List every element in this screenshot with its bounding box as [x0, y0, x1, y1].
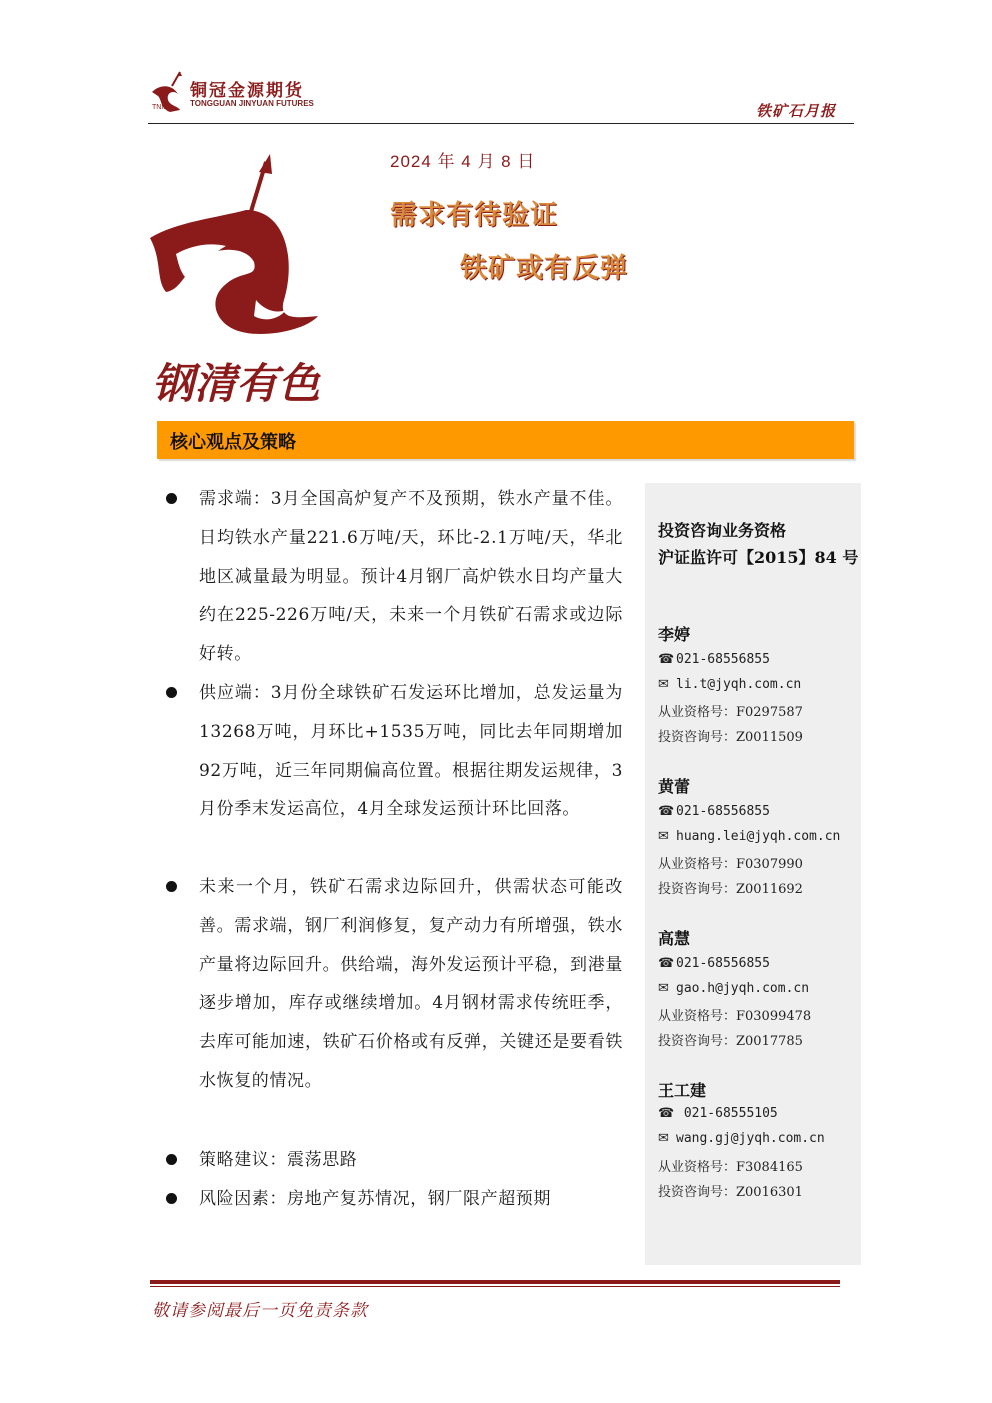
bullet-dot — [166, 1154, 177, 1165]
analyst-email[interactable]: ✉ wang.gj@jyqh.com.cn — [658, 1131, 825, 1146]
cover-logo-text: 钢清有色 — [152, 359, 321, 408]
analyst-license: 从业资格号：F3084165 — [658, 1160, 803, 1175]
header-divider — [148, 123, 854, 124]
phone-icon: ☎ — [658, 956, 675, 971]
headline-secondary: 铁矿或有反弹 — [460, 253, 628, 284]
analyst-consult-id: 投资咨询号：Z0011692 — [658, 882, 803, 897]
analyst-phone: ☎ 021-68555105 — [658, 1106, 778, 1121]
disclaimer-note: 敬请参阅最后一页免责条款 — [152, 1301, 368, 1321]
report-date: 2024 年 4 月 8 日 — [390, 152, 536, 171]
mail-icon: ✉ — [658, 829, 669, 844]
analyst-phone: ☎ 021-68556855 — [658, 956, 770, 971]
analyst-license: 从业资格号：F0297587 — [658, 705, 803, 720]
bullet-strategy: 策略建议：震荡思路 — [199, 1150, 358, 1170]
mail-icon: ✉ — [658, 981, 669, 996]
brand-name-en: TONGGUAN JINYUAN FUTURES — [190, 99, 314, 108]
mail-icon: ✉ — [658, 1131, 669, 1146]
qualification-title: 投资咨询业务资格 — [658, 521, 787, 540]
bullet-risk: 风险因素：房地产复苏情况，钢厂限产超预期 — [199, 1189, 551, 1209]
bullet-dot — [166, 881, 177, 892]
analyst-email[interactable]: ✉ gao.h@jyqh.com.cn — [658, 981, 810, 996]
brand-abbr: TNMC — [152, 104, 173, 111]
analyst-name: 黄蕾 — [658, 777, 691, 796]
qualification-license: 沪证监许可【2015】84 号 — [658, 548, 859, 567]
footer-divider-thin — [150, 1286, 840, 1287]
analyst-phone: ☎ 021-68556855 — [658, 652, 770, 667]
headline-primary: 需求有待验证 — [390, 200, 558, 231]
report-type: 铁矿石月报 — [755, 102, 836, 120]
cover-logo-icon — [146, 150, 326, 410]
bullet-supply: 供应端：3月份全球铁矿石发运环比增加，总发运量为13268万吨，月环比+1535万吨，同比去年同期增加92万吨，近三年同期偏高位置。根据往期发运规律，3月份季末发运高位，4月全球发运预计环比回落。 — [199, 683, 623, 820]
bullet-outlook: 未来一个月，铁矿石需求边际回升，供需状态可能改善。需求端，钢厂利润修复，复产动力有所增强，铁水产量将边际回升。供给端，海外发运预计平稳，到港量逐步增加，库存或继续增加。4月钢材需求传统旺季，去库可能加速，铁矿石价格或有反弹，关键还是要看铁水恢复的情况。 — [199, 877, 623, 1091]
bullet-dot — [166, 493, 177, 504]
analyst-sidebar — [645, 483, 861, 1265]
bullet-dot — [166, 1193, 177, 1204]
mail-icon: ✉ — [658, 677, 669, 692]
phone-icon: ☎ — [658, 652, 675, 667]
bullet-demand: 需求端：3月全国高炉复产不及预期，铁水产量不佳。日均铁水产量221.6万吨/天，环比-2.1万吨/天，华北地区减量最为明显。预计4月钢厂高炉铁水日均产量大约在225-226万吨/天，未来一个月铁矿石需求或边际好转。 — [199, 489, 623, 665]
analyst-license: 从业资格号：F03099478 — [658, 1009, 812, 1024]
analyst-license: 从业资格号：F0307990 — [658, 857, 803, 872]
footer-divider — [150, 1280, 840, 1284]
analyst-consult-id: 投资咨询号：Z0016301 — [658, 1185, 803, 1200]
bullet-dot — [166, 687, 177, 698]
phone-icon: ☎ — [658, 804, 675, 819]
analyst-name: 李婷 — [658, 625, 691, 644]
analyst-name: 王工建 — [658, 1081, 707, 1100]
analyst-email[interactable]: ✉ huang.lei@jyqh.com.cn — [658, 829, 841, 844]
analyst-consult-id: 投资咨询号：Z0011509 — [658, 730, 803, 745]
analyst-consult-id: 投资咨询号：Z0017785 — [658, 1034, 803, 1049]
analyst-name: 高慧 — [658, 929, 691, 948]
brand-name-cn: 铜冠金源期货 — [190, 81, 304, 101]
analyst-email[interactable]: ✉ li.t@jyqh.com.cn — [658, 677, 802, 692]
section-title: 核心观点及策略 — [170, 432, 296, 453]
analyst-phone: ☎ 021-68556855 — [658, 804, 770, 819]
phone-icon: ☎ — [658, 1106, 675, 1121]
